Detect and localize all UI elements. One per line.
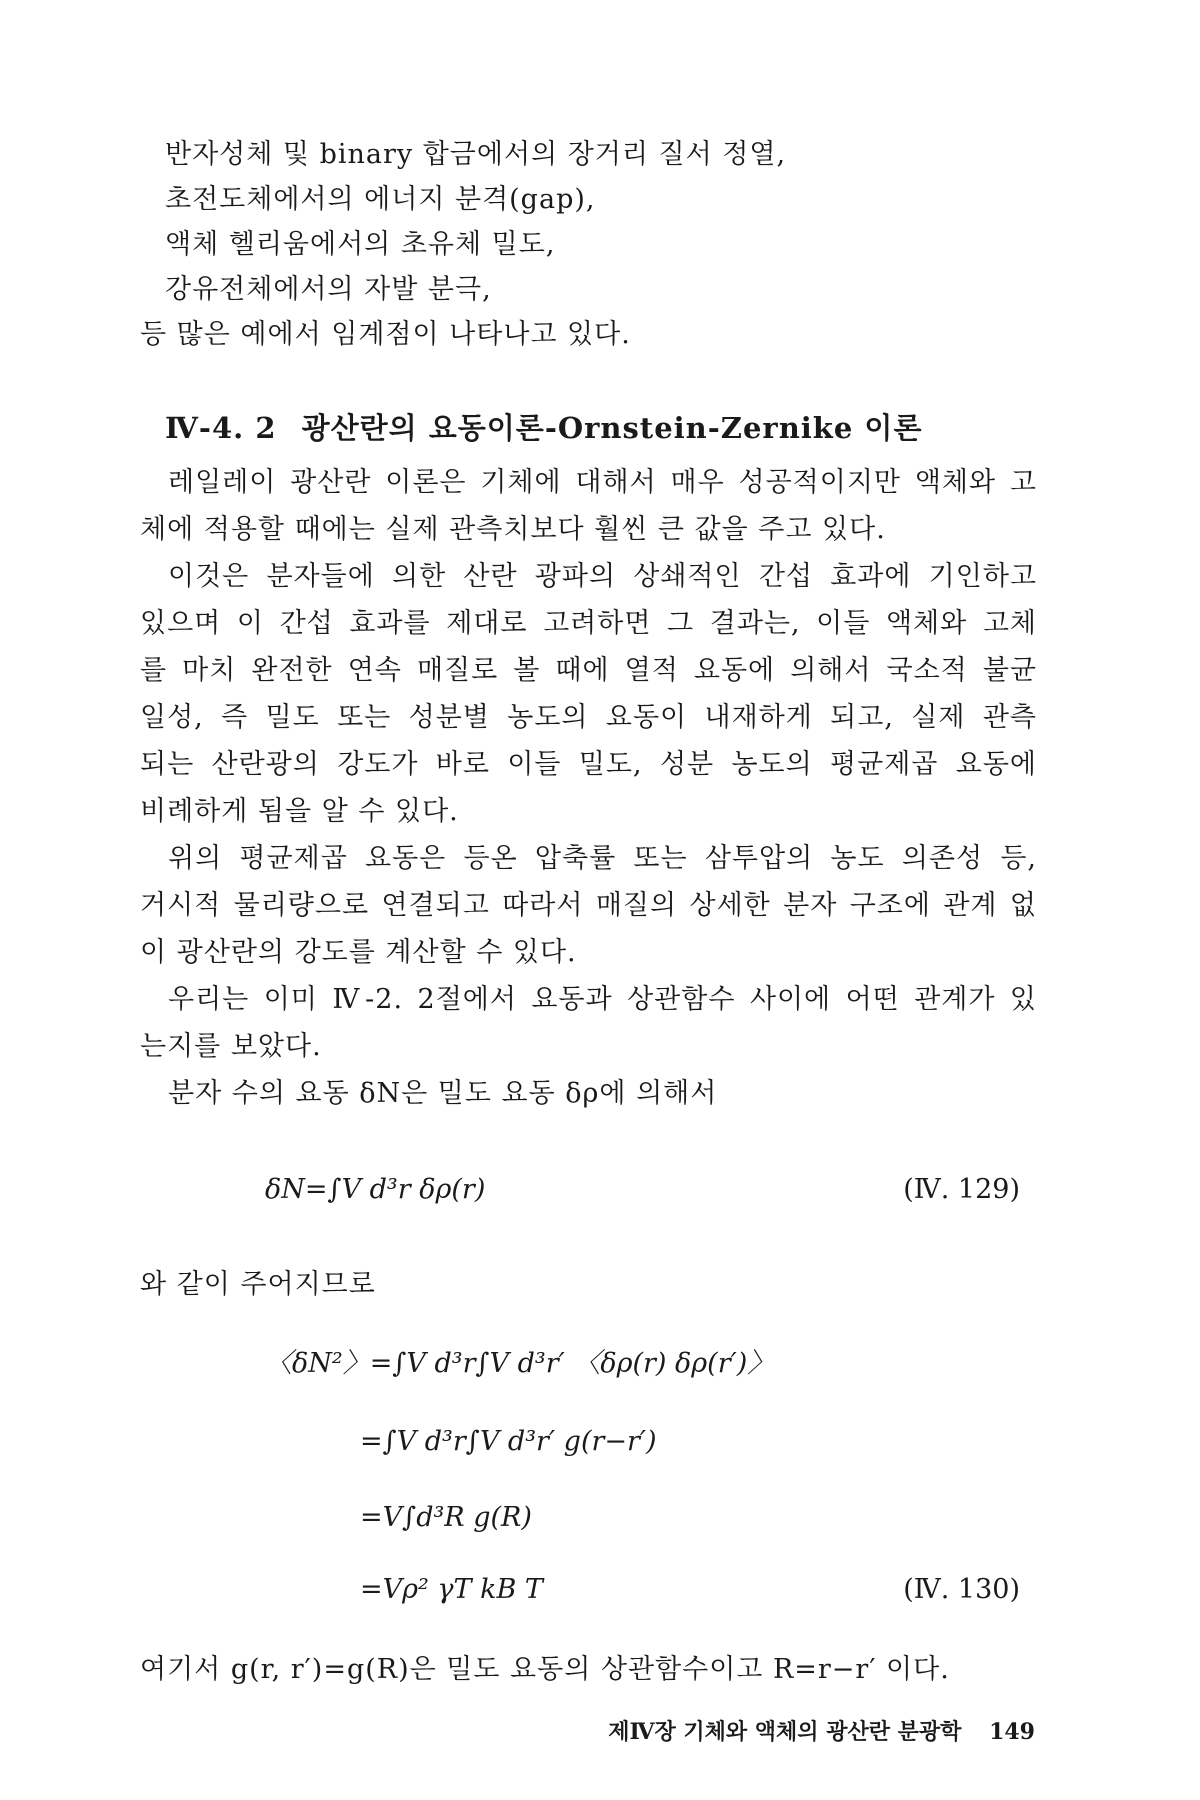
body-line-13: 는지를 보았다. — [140, 1031, 322, 1062]
body-line-5: 를 마치 완전한 연속 매질로 볼 때에 열적 요동에 의해서 국소적 불균 — [140, 655, 1037, 686]
equation-130-line-1: 〈δN²〉=∫V d³r∫V d³r′ 〈δρ(r) δρ(r′)〉 — [265, 1348, 775, 1379]
body-line-11: 이 광산란의 강도를 계산할 수 있다. — [140, 937, 577, 968]
body-line-12: 우리는 이미 Ⅳ-2. 2절에서 요동과 상관함수 사이에 어떤 관계가 있 — [168, 984, 1037, 1015]
equation-129: δN=∫V d³r δρ(r) — [265, 1174, 486, 1205]
intro-line-4: 강유전체에서의 자발 분극, — [165, 274, 492, 305]
running-title: 제Ⅳ장 기체와 액체의 광산란 분광학 — [608, 1719, 962, 1745]
page-footer — [608, 1715, 1035, 1746]
body-line-1: 레일레이 광산란 이론은 기체에 대해서 매우 성공적이지만 액체와 고 — [168, 467, 1037, 498]
section-title: 광산란의 요동이론-Ornstein-Zernike 이론 — [301, 411, 923, 445]
intro-line-3: 액체 헬리움에서의 초유체 밀도, — [165, 229, 556, 260]
equation-130-line-2: =∫V d³r∫V d³r′ g(r−r′) — [360, 1426, 657, 1457]
body-line-6: 일성, 즉 밀도 또는 성분별 농도의 요동이 내재하게 되고, 실제 관측 — [140, 702, 1037, 733]
equation-130-line-4: =Vρ² γT kB T — [360, 1574, 543, 1605]
section-number: Ⅳ-4. 2 — [165, 411, 277, 445]
after-equation-129-text: 와 같이 주어지므로 — [140, 1269, 376, 1300]
body-line-14: 분자 수의 요동 δN은 밀도 요동 δρ에 의해서 — [168, 1078, 718, 1109]
intro-line-1: 반자성체 및 binary 합금에서의 장거리 질서 정열, — [165, 139, 787, 170]
intro-line-2: 초전도체에서의 에너지 분격(gap), — [165, 184, 596, 215]
section-heading — [165, 408, 922, 448]
page-number: 149 — [989, 1719, 1035, 1745]
body-line-9: 위의 평균제곱 요동은 등온 압축률 또는 삼투압의 농도 의존성 등, — [168, 843, 1037, 874]
equation-130-number: (Ⅳ. 130) — [903, 1574, 1020, 1605]
equation-129-number: (Ⅳ. 129) — [903, 1174, 1020, 1205]
body-line-10: 거시적 물리량으로 연결되고 따라서 매질의 상세한 분자 구조에 관계 없 — [140, 890, 1037, 921]
intro-line-5: 등 많은 예에서 임계점이 나타나고 있다. — [140, 319, 631, 350]
body-line-3: 이것은 분자들에 의한 산란 광파의 상쇄적인 간섭 효과에 기인하고 — [168, 561, 1037, 592]
body-line-4: 있으며 이 간섭 효과를 제대로 고려하면 그 결과는, 이들 액체와 고체 — [140, 608, 1037, 639]
body-line-2: 체에 적용할 때에는 실제 관측치보다 훨씬 큰 값을 주고 있다. — [140, 514, 886, 545]
equation-130-line-3: =V∫d³R g(R) — [360, 1502, 532, 1533]
body-line-8: 비례하게 됨을 알 수 있다. — [140, 796, 459, 827]
body-line-7: 되는 산란광의 강도가 바로 이들 밀도, 성분 농도의 평균제곱 요동에 — [140, 749, 1037, 780]
closing-sentence: 여기서 g(r, r′)=g(R)은 밀도 요동의 상관함수이고 R=r−r′ 이다. — [140, 1654, 950, 1685]
